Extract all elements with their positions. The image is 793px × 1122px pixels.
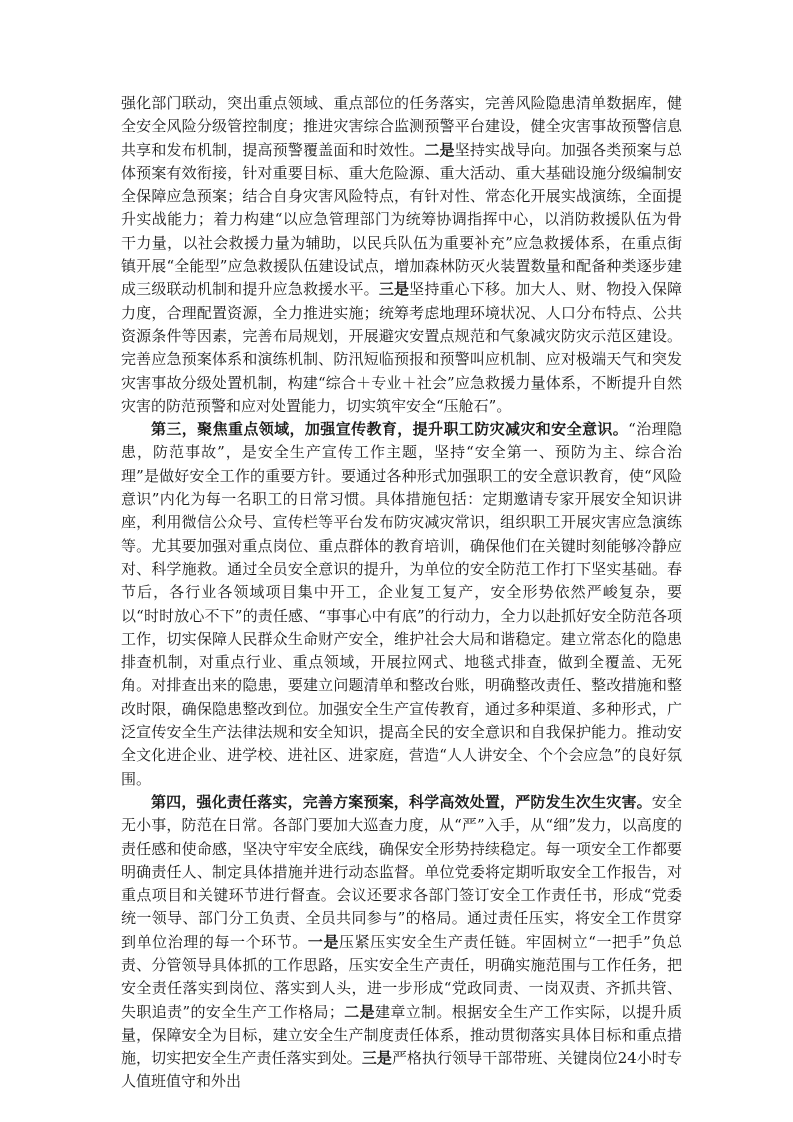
section-heading-fourth: 第四，强化责任落实，完善方案预案，科学高效处置，严防发生次生灾害。 xyxy=(151,792,652,811)
paragraph-1 xyxy=(121,92,682,418)
text-run: 压紧压实安全生产责任链。牢固树立“一把手”负总责、分管领导具体抓的工作思路，压实安全生产责任，明确实施范围与工作任务，把安全责任落实到岗位、落实到人头，进一步形成“党政同责、一岗双责、齐抓共管、失职追责”的安全生产工作格局； xyxy=(121,932,682,1021)
text-run: 安全无小事，防范在日常。各部门要加大巡查力度，从“严”入手，从“细”发力，以高度的责任感和使命感，坚决守牢安全底线，确保安全形势持续稳定。每一项安全工作都要明确责任人、制定具体措施并进行动态监督。单位党委将定期听取安全工作报告，对重点项目和关键环节进行督查。会议还要求各部门签订安全工作责任书，形成“党委统一领导、部门分工负责、全员共同参与”的格局。通过责任压实，将安全工作贯穿到单位治理的每一个环节。 xyxy=(121,792,682,951)
bold-marker-third: 三是 xyxy=(361,1049,392,1068)
text-run: “治理隐患，防范事故”，是安全生产宣传工作主题，坚持“安全第一、预防为主、综合治理”是做好安全工作的重要方针。要通过各种形式加强职工的安全意识教育，使“风险意识”内化为每一名职工的日常习惯。具体措施包括：定期邀请专家开展安全知识讲座，利用微信公众号、宣传栏等平台发布防灾减灾常识，组织职工开展灾害应急演练等。尤其要加强对重点岗位、重点群体的教育培训，确保他们在关键时刻能够冷静应对、科学施救。通过全员安全意识的提升，为单位的安全防范工作打下坚实基础。春节后，各行业各领域项目集中开工，企业复工复产，安全形势依然严峻复杂，要以“时时放心不下”的责任感、“事事心中有底”的行动力，全力以赴抓好安全防范各项工作，切实保障人民群众生命财产安全，维护社会大局和谐稳定。建立常态化的隐患排查机制，对重点行业、重点领域，开展拉网式、地毯式排查，做到全覆盖、无死角。对排查出来的隐患，要建立问题清单和整改台账，明确整改责任、整改措施和整改时限，确保隐患整改到位。加强安全生产宣传教育，通过多种渠道、多种形式，广泛宣传安全生产法律法规和安全知识，提高全民的安全意识和自我保护能力。推动安全文化进企业、进学校、进社区、进家庭，营造“人人讲安全、个个会应急”的良好氛围。 xyxy=(121,420,682,788)
text-run: 坚持实战导向。加强各类预案与总体预案有效衔接，针对重要目标、重大危险源、重大活动、重大基础设施分级编制安全保障应急预案；结合自身灾害风险特点，有针对性、常态化开展实战演练，全面提升实战能力；着力构建“以应急管理部门为统筹协调指挥中心，以消防救援队伍为骨干力量，以社会救援力量为辅助，以民兵队伍为重要补充”应急救援体系，在重点街镇开展“全能型”应急救援队伍建设试点，增加森林防灭火装置数量和配备种类逐步建成三级联动机制和提升应急救援水平。 xyxy=(121,140,682,299)
text-run: 坚持重心下移。加大人、财、物投入保障力度，合理配置资源，全力推进实施；统筹考虑地理环境状况、人口分布特点、公共资源条件等因素，完善布局规划，开展避灾安置点规范和气象减灾防灾示范区建设。完善应急预案体系和演练机制、防汛短临预报和预警叫应机制、应对极端天气和突发灾害事故分级处置机制，构建“综合＋专业＋社会”应急救援力量体系，不断提升自然灾害的防范预警和应对处置能力，切实筑牢安全“压舱石”。 xyxy=(121,280,682,415)
text-run: 严格执行领导干部带班、关键岗位24小时专人值班值守和外出 xyxy=(121,1049,682,1091)
bold-marker-second: 二是 xyxy=(343,1002,375,1021)
text-run: 强化部门联动，突出重点领域、重点部位的任务落实，完善风险隐患清单数据库，健全安全风险分级管控制度；推进灾害综合监测预警平台建设，健全灾害事故预警信息共享和发布机制，提高预警覆盖面和时效性。 xyxy=(121,94,682,159)
document-body xyxy=(121,92,682,1094)
bold-marker-third: 三是 xyxy=(378,280,410,299)
bold-marker-first: 一是 xyxy=(307,932,340,951)
paragraph-3 xyxy=(121,791,682,1094)
bold-marker-second: 二是 xyxy=(424,140,455,159)
section-heading-third: 第三，聚焦重点领域，加强宣传教育，提升职工防灾减灾和安全意识。 xyxy=(151,420,629,439)
text-run: 建章立制。根据安全生产工作实际，以提升质量，保障安全为目标，建立安全生产制度责任体系，推动贯彻落实具体目标和重点措施，切实把安全生产责任落实到处。 xyxy=(121,1002,682,1068)
paragraph-2 xyxy=(121,418,682,791)
